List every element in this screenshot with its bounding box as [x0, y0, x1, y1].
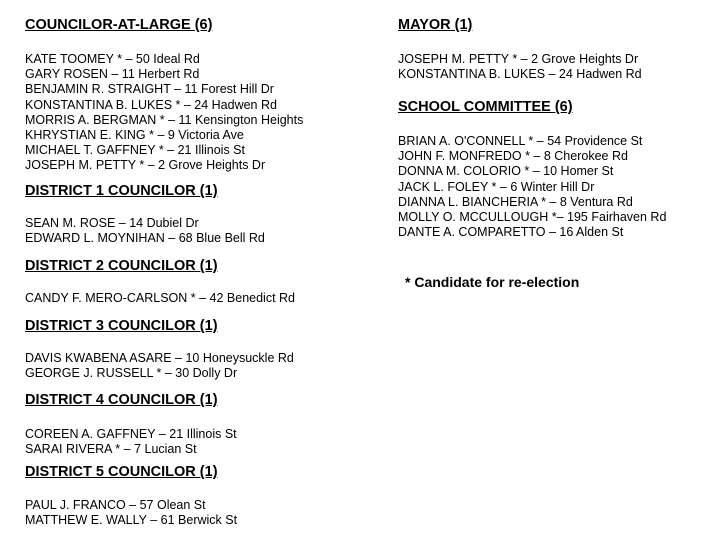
candidate-entry: DANTE A. COMPARETTO – 16 Alden St [398, 225, 624, 240]
candidate-entry: MATTHEW E. WALLY – 61 Berwick St [25, 513, 238, 528]
section-heading: SCHOOL COMMITTEE (6) [398, 99, 573, 115]
candidate-entry: KATE TOOMEY * – 50 Ideal Rd [25, 52, 200, 66]
candidate-entry: SEAN M. ROSE – 14 Dubiel Dr [25, 216, 199, 230]
candidate-entry: BRIAN A. O'CONNELL * – 54 Providence St [398, 134, 643, 148]
section-heading: COUNCILOR-AT-LARGE (6) [25, 17, 213, 33]
section-district-1 [25, 183, 385, 246]
section-district-4 [25, 392, 385, 457]
candidate-entry: JOSEPH M. PETTY * – 2 Grove Heights Dr [398, 52, 639, 66]
candidate-list [25, 351, 385, 381]
candidate-entry: DIANNA L. BIANCHERIA * – 8 Ventura Rd [398, 194, 633, 209]
candidate-entry: DONNA M. COLORIO * – 10 Homer St [398, 164, 614, 179]
section-heading: DISTRICT 5 COUNCILOR (1) [25, 464, 218, 480]
candidate-entry: MOLLY O. MCCULLOUGH *– 195 Fairhaven Rd [398, 210, 667, 225]
section-councilor-at-large [25, 17, 385, 174]
section-district-5 [25, 464, 385, 528]
candidate-entry: PAUL J. FRANCO – 57 Olean St [25, 498, 206, 512]
section-mayor [398, 17, 708, 82]
section-heading: DISTRICT 1 COUNCILOR (1) [25, 183, 218, 199]
candidate-entry: JACK L. FOLEY * – 6 Winter Hill Dr [398, 179, 595, 194]
candidate-entry: DAVIS KWABENA ASARE – 10 Honeysuckle Rd [25, 351, 294, 365]
candidate-entry: MORRIS A. BERGMAN * – 11 Kensington Heights [25, 112, 304, 127]
candidate-entry: JOHN F. MONFREDO * – 8 Cherokee Rd [398, 149, 628, 164]
candidate-entry: EDWARD L. MOYNIHAN – 68 Blue Bell Rd [25, 231, 265, 246]
candidate-entry: GEORGE J. RUSSELL * – 30 Dolly Dr [25, 366, 238, 381]
candidate-entry: SARAI RIVERA * – 7 Lucian St [25, 442, 197, 457]
candidate-list [398, 52, 708, 82]
section-heading: DISTRICT 3 COUNCILOR (1) [25, 318, 218, 334]
candidate-entry: KONSTANTINA B. LUKES – 24 Hadwen Rd [398, 67, 642, 82]
candidate-entry: KHRYSTIAN E. KING * – 9 Victoria Ave [25, 128, 244, 143]
candidate-entry: COREEN A. GAFFNEY – 21 Illinois St [25, 427, 237, 441]
section-district-2 [25, 258, 385, 306]
candidate-list [25, 216, 385, 246]
candidate-list [398, 134, 708, 240]
section-heading: DISTRICT 2 COUNCILOR (1) [25, 258, 218, 274]
re-election-footnote: * Candidate for re-election [405, 274, 580, 290]
candidate-entry: MICHAEL T. GAFFNEY * – 21 Illinois St [25, 143, 245, 158]
candidate-list [25, 427, 385, 457]
candidate-entry: BENJAMIN R. STRAIGHT – 11 Forest Hill Dr [25, 82, 274, 97]
section-heading: DISTRICT 4 COUNCILOR (1) [25, 392, 218, 408]
candidate-entry: JOSEPH M. PETTY * – 2 Grove Heights Dr [25, 158, 266, 173]
candidate-entry: CANDY F. MERO-CARLSON * – 42 Benedict Rd [25, 291, 296, 305]
candidate-entry: GARY ROSEN – 11 Herbert Rd [25, 67, 200, 82]
section-school-committee [398, 99, 708, 240]
section-heading: MAYOR (1) [398, 17, 473, 33]
candidate-entry: KONSTANTINA B. LUKES * – 24 Hadwen Rd [25, 97, 277, 112]
candidate-list [25, 498, 385, 528]
candidate-list [25, 291, 385, 306]
section-district-3 [25, 318, 385, 381]
candidate-list [25, 52, 385, 174]
